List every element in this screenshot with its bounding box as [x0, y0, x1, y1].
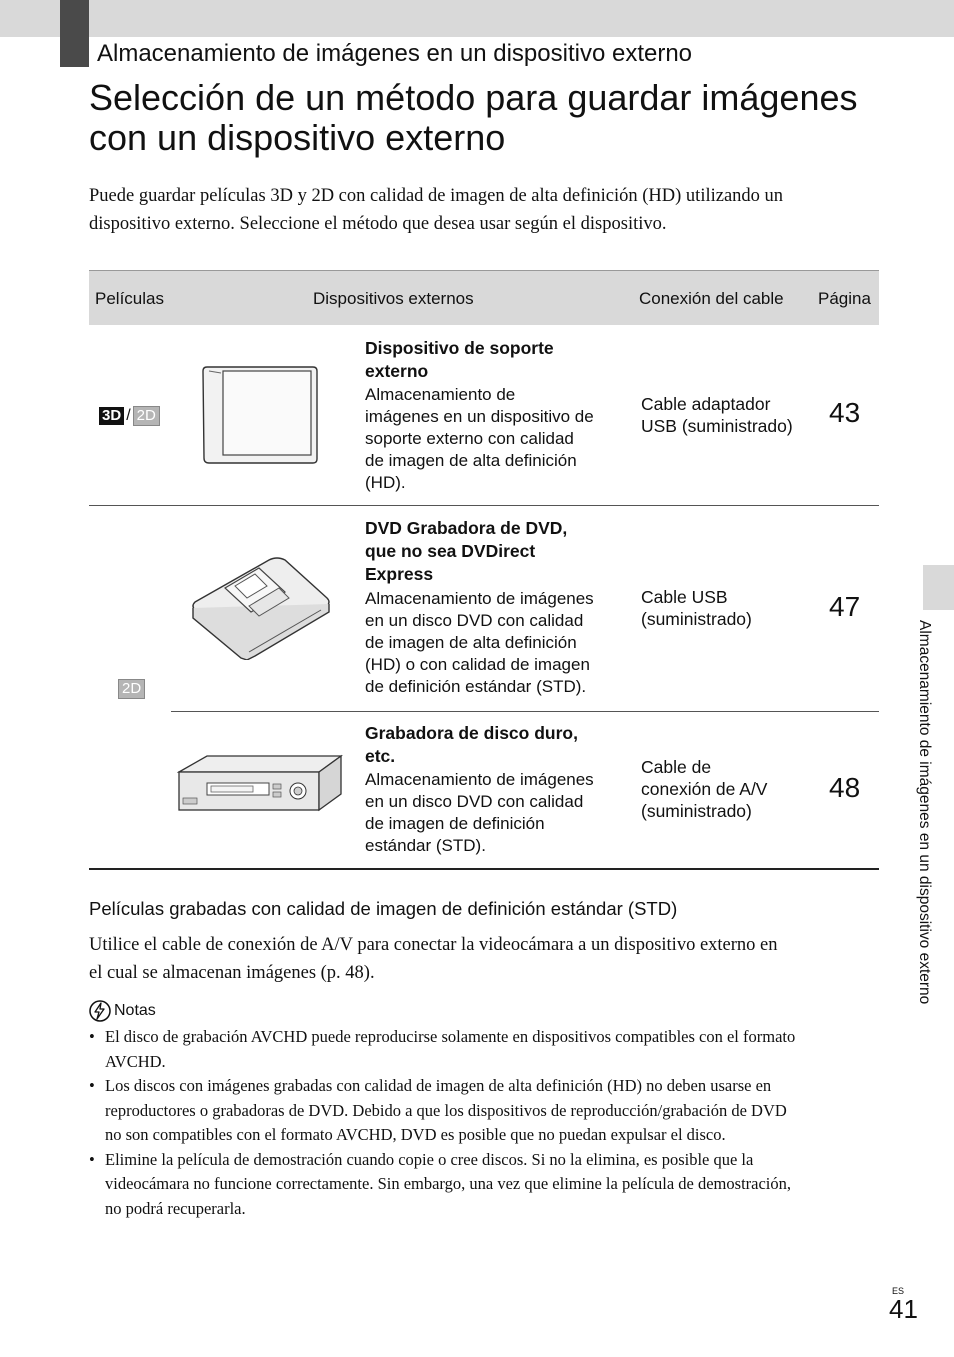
badge-2d: 2D [133, 406, 160, 426]
list-item: • El disco de grabación AVCHD puede reproducirse solamente en dispositivos compatibles con el formato AVCHD. [89, 1027, 796, 1071]
badge-separator: / [126, 407, 131, 424]
side-tab-label: Almacenamiento de imágenes en un dispositivo externo [916, 620, 933, 1005]
bullet: • [89, 1076, 95, 1095]
methods-table [89, 270, 879, 855]
notes-icon [89, 1000, 111, 1022]
bullet: • [89, 1027, 95, 1046]
std-section-heading: Películas grabadas con calidad de imagen de definición estándar (STD) [89, 898, 678, 919]
notes-label: Notas [114, 1002, 156, 1019]
page-number: 41 [889, 1294, 918, 1324]
hard-disk-recorder-icon [177, 750, 343, 814]
dvd-writer-icon [189, 552, 335, 660]
page-title-line: Selección de un método para guardar imágenes [89, 77, 858, 118]
notes-list [89, 1025, 884, 1221]
cable-info: Cable de conexión de A/V (suministrado) [641, 757, 768, 821]
header-movies: Películas [95, 289, 164, 308]
device-title: Dispositivo de soporte externo [365, 338, 554, 381]
page-reference: 48 [829, 772, 861, 803]
header-cable: Conexión del cable [639, 289, 784, 308]
page-reference: 43 [829, 397, 861, 428]
top-header-band [0, 0, 954, 37]
movie-type-badges [99, 406, 160, 426]
device-title: Grabadora de disco duro, etc. [365, 723, 578, 766]
device-description: Almacenamiento de imágenes en un disco DVD con calidad de imagen de alta definición (HD) o con calidad de imagen de definición estándar (STD). [365, 589, 594, 696]
cable-info: Cable USB (suministrado) [641, 587, 752, 629]
section-title: Almacenamiento de imágenes en un dispositivo externo [97, 40, 693, 67]
bullet: • [89, 1149, 95, 1169]
intro-line: Puede guardar películas 3D y 2D con calidad de imagen de alta definición (HD) utilizando un [89, 186, 784, 206]
device-title: DVD Grabadora de DVD, que no sea DVDirect Express [365, 518, 568, 584]
table-bottom-rule [89, 868, 879, 870]
notes-heading [89, 1000, 156, 1022]
list-item: • Elimine la película de demostración cuando copie o cree discos. Si no la elimina, es posible que la videocámara no funcione correctamente. Sin embargo, una vez que elimine la película de demostración, no podrá recuperarla. [89, 1149, 791, 1218]
page-reference: 47 [829, 591, 861, 622]
table-row [89, 712, 879, 868]
side-tab [923, 565, 954, 610]
header-devices: Dispositivos externos [313, 289, 474, 308]
page-title-line: con un dispositivo externo [89, 117, 506, 158]
intro-paragraph [89, 182, 881, 238]
movie-type-badges [118, 679, 145, 699]
table-row [89, 325, 879, 505]
table-row [89, 506, 879, 711]
device-description: Almacenamiento de imágenes en un dispositivo de soporte externo con calidad de imagen de alta definición (HD). [365, 385, 594, 492]
badge-2d: 2D [118, 679, 145, 699]
intro-line: dispositivo externo. Seleccione el método que desea usar según el dispositivo. [89, 214, 667, 234]
cable-info: Cable adaptador USB (suministrado) [641, 394, 793, 436]
list-item: • Los discos con imágenes grabadas con calidad de imagen de alta definición (HD) no deben usarse en reproductores o grabadoras de DVD. Debido a que los dispositivos de reproducción/grabación de DVD no son compatibles con el formato AVCHD, DVD es posible que no puedan expulsar el disco. [89, 1076, 787, 1144]
device-description: Almacenamiento de imágenes en un disco DVD con calidad de imagen de definición estándar (STD). [365, 770, 594, 855]
badge-3d: 3D [99, 407, 124, 425]
section-marker [60, 0, 89, 67]
external-media-device-icon [201, 363, 321, 467]
table-header [89, 270, 879, 325]
std-section-text: Utilice el cable de conexión de A/V para conectar la videocámara a un dispositivo externo en el cual se almacenan imágenes (p. 48). [89, 935, 778, 983]
page-title [89, 78, 889, 158]
header-page: Página [818, 289, 871, 308]
language-code: ES [892, 1286, 905, 1296]
